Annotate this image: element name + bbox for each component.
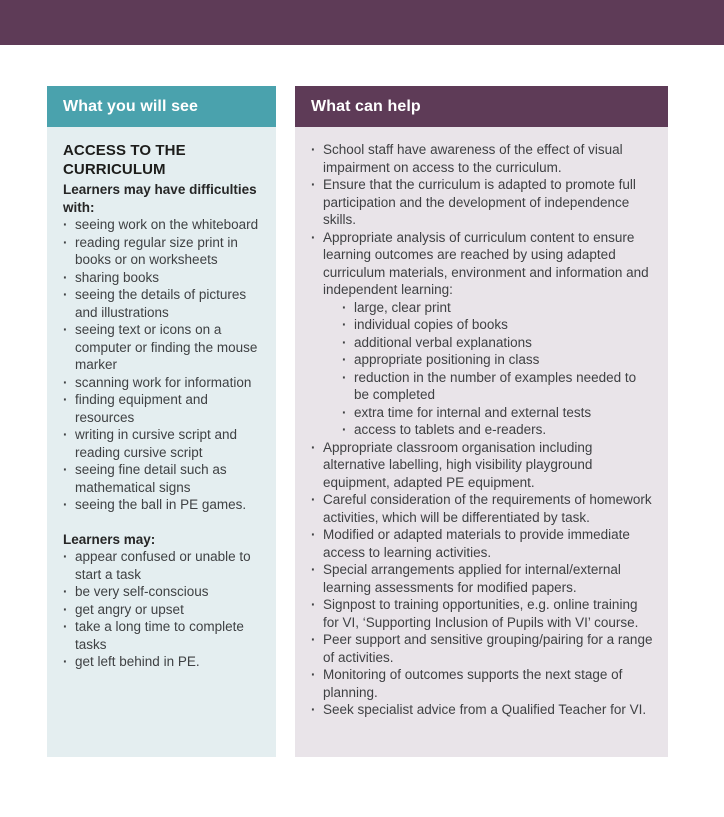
list-item-text: Appropriate classroom organisation including alternative labelling, high visibility playground equipment, adapted PE equipment. xyxy=(323,439,593,490)
list-item-text: Seek specialist advice from a Qualified Teacher for VI. xyxy=(323,702,647,717)
list-item xyxy=(63,286,262,321)
list-item xyxy=(342,316,654,334)
list-item xyxy=(63,653,262,671)
list-item xyxy=(63,496,262,514)
list-item-text: large, clear print xyxy=(354,299,451,315)
list-item xyxy=(63,583,262,601)
difficulties-list xyxy=(63,216,262,514)
bullet-icon: · xyxy=(311,177,316,192)
list-item-text: Modified or adapted materials to provide immediate access to learning activities. xyxy=(323,527,630,560)
list-item-text: get angry or upset xyxy=(75,601,184,617)
panel-what-can-help xyxy=(295,86,668,757)
list-item-text: Special arrangements applied for internal/external learning assessments for modified papers. xyxy=(323,562,621,595)
bullet-icon: · xyxy=(311,562,316,577)
bullet-icon: · xyxy=(342,352,347,367)
bullet-icon: · xyxy=(342,334,347,350)
list-item xyxy=(63,618,262,653)
list-item xyxy=(63,374,262,392)
bullet-icon: · xyxy=(63,549,68,564)
bullet-icon: · xyxy=(63,497,68,512)
list-item xyxy=(311,229,654,439)
list-item xyxy=(311,701,654,719)
list-item-text: School staff have awareness of the effect of visual impairment on access to the curriculum. xyxy=(323,142,623,175)
bullet-icon: · xyxy=(63,427,68,442)
panel-header-label: What can help xyxy=(311,97,421,115)
list-item-text: seeing work on the whiteboard xyxy=(75,217,259,232)
bullet-icon: · xyxy=(63,269,68,285)
bullet-icon: · xyxy=(63,584,68,599)
list-item-text: be very self-conscious xyxy=(75,584,209,599)
bullet-icon: · xyxy=(311,702,316,717)
what-can-help-list xyxy=(311,141,654,719)
list-item-text: seeing fine detail such as mathematical signs xyxy=(75,462,227,495)
list-item xyxy=(63,321,262,374)
bullet-icon: · xyxy=(342,404,347,420)
bullet-icon: · xyxy=(63,217,68,232)
list-item-text: Signpost to training opportunities, e.g. online training for VI, ‘Supporting Inclusion of Pupils with VI’ course. xyxy=(323,597,639,630)
bullet-icon: · xyxy=(63,654,68,669)
list-item xyxy=(311,526,654,561)
learners-may-list xyxy=(63,548,262,671)
list-item-text: appear confused or unable to start a task xyxy=(75,549,251,582)
bullet-icon: · xyxy=(63,392,68,407)
bullet-icon: · xyxy=(342,422,347,437)
list-item-text: sharing books xyxy=(75,269,160,285)
bullet-icon: · xyxy=(311,597,316,612)
section-title-access-to-curriculum: ACCESS TO THE CURRICULUM xyxy=(63,142,186,178)
list-item-text: access to tablets and e-readers. xyxy=(354,422,547,437)
bullet-icon: · xyxy=(63,374,68,390)
panel-body-what-can-help xyxy=(295,127,668,757)
list-item xyxy=(311,491,654,526)
list-item-text: finding equipment and resources xyxy=(75,392,208,425)
list-item-text: writing in cursive script and reading cursive script xyxy=(75,427,238,460)
list-item-text: individual copies of books xyxy=(354,317,508,332)
list-item xyxy=(311,666,654,701)
bullet-icon: · xyxy=(311,492,316,507)
bullet-icon: · xyxy=(63,234,68,250)
list-item-text: reading regular size print in books or on worksheets xyxy=(75,234,238,267)
list-item xyxy=(63,269,262,287)
list-item xyxy=(63,601,262,619)
subheading-difficulties: Learners may have difficulties with: xyxy=(63,182,257,215)
list-item-text: Ensure that the curriculum is adapted to promote full participation and the development of independence skills. xyxy=(323,177,636,227)
list-item-text: Peer support and sensitive grouping/pairing for a range of activities. xyxy=(323,632,653,665)
list-item xyxy=(311,631,654,666)
list-item-text: appropriate positioning in class xyxy=(354,352,540,367)
list-item xyxy=(342,299,654,317)
list-item xyxy=(311,439,654,492)
bullet-icon: · xyxy=(63,619,68,634)
bullet-icon: · xyxy=(63,287,68,302)
list-item-text: additional verbal explanations xyxy=(354,334,532,350)
bullet-icon: · xyxy=(311,667,316,682)
list-item xyxy=(342,404,654,422)
bullet-icon: · xyxy=(63,322,68,337)
bullet-icon: · xyxy=(311,632,316,647)
sub-list xyxy=(323,299,654,439)
list-item xyxy=(63,548,262,583)
list-item xyxy=(342,369,654,404)
list-item xyxy=(63,216,262,234)
list-item-text: take a long time to complete tasks xyxy=(75,619,244,652)
panel-header-label: What you will see xyxy=(63,97,199,115)
list-item xyxy=(342,334,654,352)
top-banner xyxy=(0,0,724,45)
list-item-text: seeing the ball in PE games. xyxy=(75,497,247,512)
list-item xyxy=(63,426,262,461)
list-item-text: Monitoring of outcomes supports the next stage of planning. xyxy=(323,667,623,700)
bullet-icon: · xyxy=(342,299,347,315)
list-item xyxy=(63,234,262,269)
list-item-text: seeing the details of pictures and illustrations xyxy=(75,287,247,320)
list-item-text: get left behind in PE. xyxy=(75,654,200,669)
list-item-text: seeing text or icons on a computer or finding the mouse marker xyxy=(75,322,258,372)
panel-body-what-you-will-see xyxy=(47,127,276,757)
bullet-icon: · xyxy=(63,462,68,477)
bullet-icon: · xyxy=(311,229,316,245)
list-item-text: reduction in the number of examples needed to be completed xyxy=(354,369,637,402)
subheading-learners-may: Learners may: xyxy=(63,531,156,547)
list-item xyxy=(342,421,654,439)
list-item xyxy=(311,141,654,176)
list-item xyxy=(311,176,654,229)
panel-what-you-will-see xyxy=(47,86,276,757)
bullet-icon: · xyxy=(342,317,347,332)
bullet-icon: · xyxy=(311,439,316,455)
list-item-text: scanning work for information xyxy=(75,374,252,390)
list-item xyxy=(63,391,262,426)
bullet-icon: · xyxy=(311,527,316,542)
list-item xyxy=(311,596,654,631)
list-item xyxy=(311,561,654,596)
list-item-text: Careful consideration of the requirements of homework activities, which will be differentiated by task. xyxy=(323,492,652,525)
list-item-text: extra time for internal and external tests xyxy=(354,404,592,420)
list-item-text: Appropriate analysis of curriculum content to ensure learning outcomes are reached by using adapted curriculum materials, environment and information and independent learning: xyxy=(323,229,649,297)
panel-header-what-can-help xyxy=(295,86,668,127)
list-item xyxy=(63,461,262,496)
bullet-icon: · xyxy=(63,601,68,617)
list-item xyxy=(342,351,654,369)
bullet-icon: · xyxy=(311,142,316,157)
bullet-icon: · xyxy=(342,369,347,385)
panel-header-what-you-will-see xyxy=(47,86,276,127)
